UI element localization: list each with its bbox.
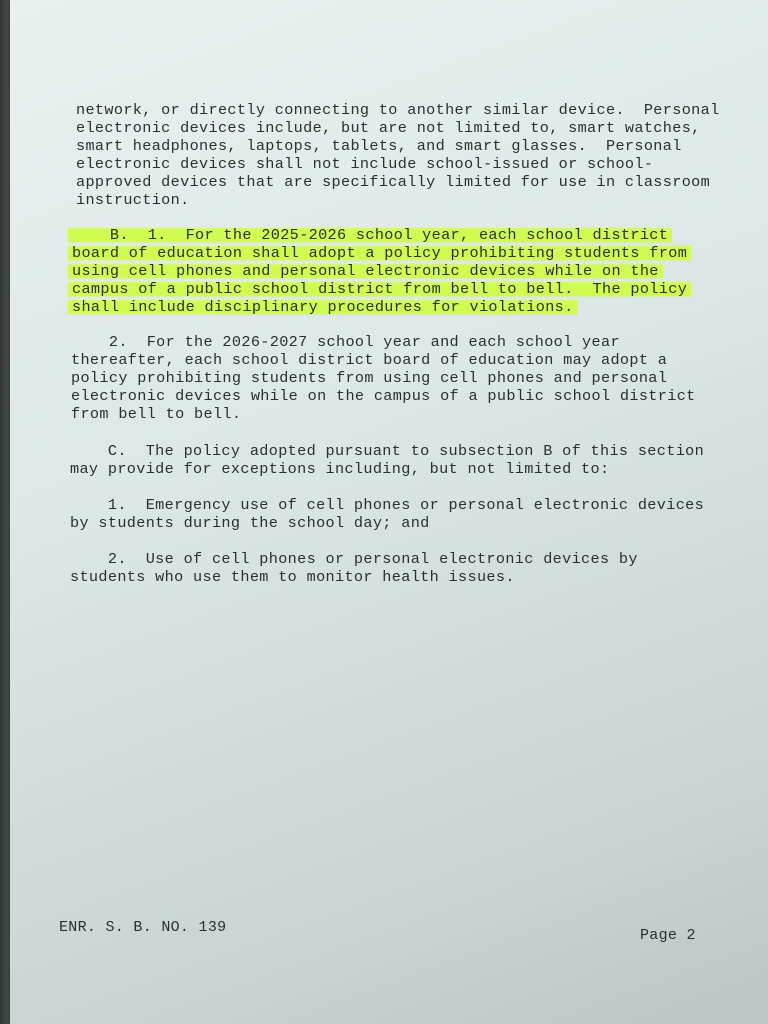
bill-identifier: ENR. S. B. NO. 139 <box>59 919 227 936</box>
highlighted-text-line <box>72 244 691 262</box>
body-text-line: from bell to bell. <box>71 405 242 423</box>
body-text-line: students who use them to monitor health issues. <box>70 568 515 586</box>
body-text-line: approved devices that are specifically limited for use in classroom <box>76 173 711 191</box>
highlight-mark: B. 1. For the 2025-2026 school year, each school district <box>68 226 672 244</box>
body-text-line: electronic devices shall not include school-issued or school- <box>76 155 654 173</box>
body-text-line: 2. Use of cell phones or personal electronic devices by <box>70 550 638 568</box>
highlight-mark: board of education shall adopt a policy prohibiting students from <box>68 244 691 262</box>
highlight-mark: shall include disciplinary procedures for violations. <box>68 298 578 316</box>
body-text-line: electronic devices while on the campus of a public school district <box>71 387 696 405</box>
highlighted-text-line <box>72 280 691 298</box>
highlighted-text-line <box>72 226 672 244</box>
body-text-line: electronic devices include, but are not limited to, smart watches, <box>76 119 701 137</box>
body-text-line: 1. Emergency use of cell phones or personal electronic devices <box>70 496 705 514</box>
body-text-line: by students during the school day; and <box>70 514 430 532</box>
body-text-line: smart headphones, laptops, tablets, and smart glasses. Personal <box>76 137 682 155</box>
body-text-line: network, or directly connecting to another similar device. Personal <box>76 101 720 119</box>
page-number: Page 2 <box>640 927 696 944</box>
body-text-line: C. The policy adopted pursuant to subsection B of this section <box>70 442 705 460</box>
body-text-line: thereafter, each school district board of education may adopt a <box>71 351 668 369</box>
body-text-line: may provide for exceptions including, but not limited to: <box>70 460 610 478</box>
body-text-line: 2. For the 2026-2027 school year and each school year <box>71 333 620 351</box>
document-page <box>10 0 768 1024</box>
body-text-line: policy prohibiting students from using cell phones and personal <box>71 369 668 387</box>
highlighted-text-line <box>72 262 663 280</box>
body-text-line: instruction. <box>76 191 190 209</box>
highlight-mark: using cell phones and personal electronic devices while on the <box>68 262 663 280</box>
highlighted-text-line <box>72 298 578 316</box>
highlight-mark: campus of a public school district from bell to bell. The policy <box>68 280 691 298</box>
